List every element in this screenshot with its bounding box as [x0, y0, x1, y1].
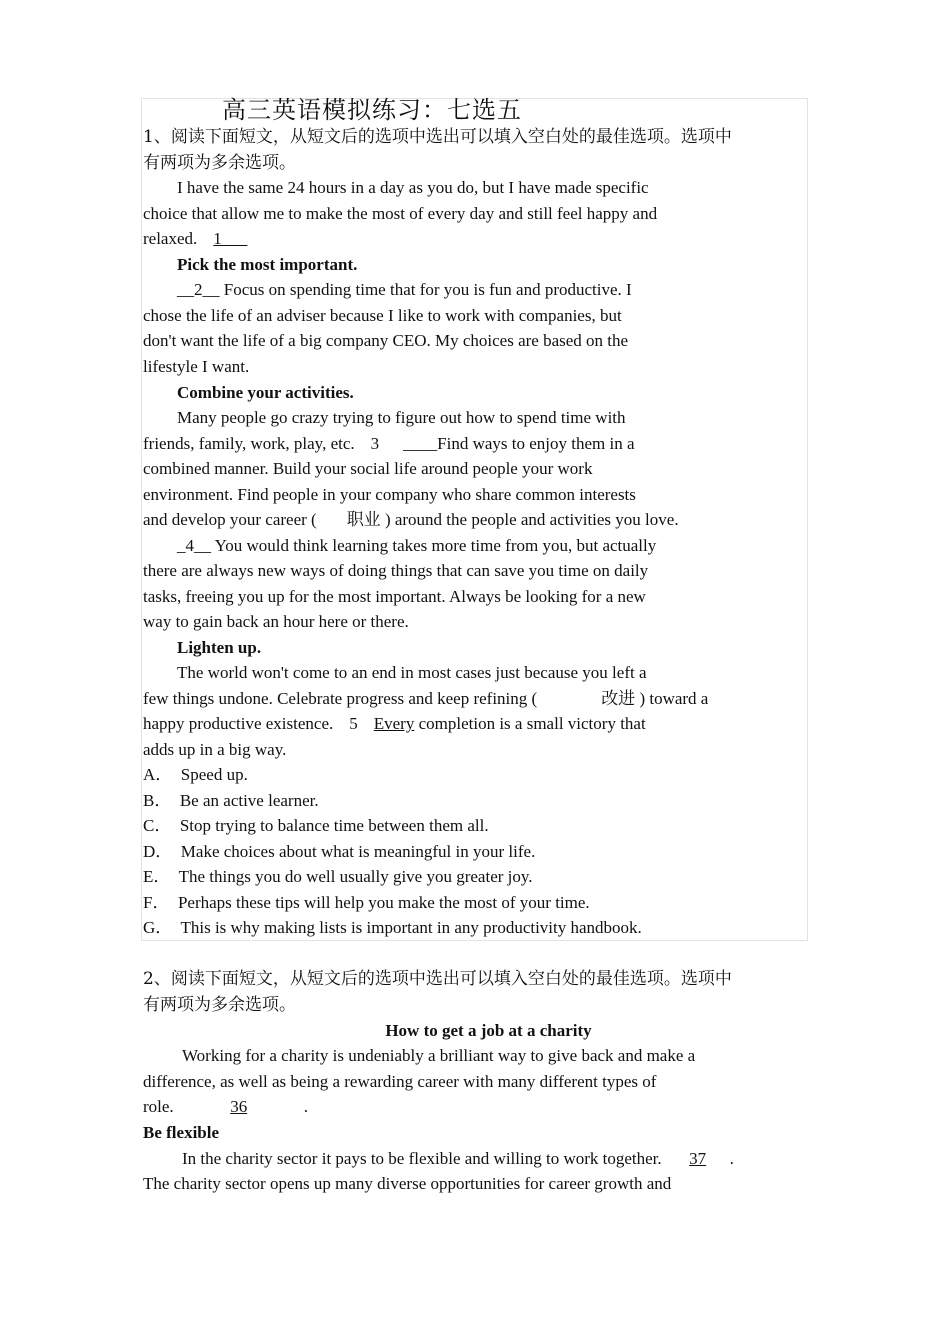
- paragraph-line: lifestyle I want.: [143, 357, 250, 376]
- paragraph-line: [177, 280, 632, 300]
- paragraph-line: The charity sector opens up many diverse opportunities for career growth and: [143, 1174, 672, 1193]
- paragraph-line: role. 36 .: [143, 1097, 308, 1116]
- option-c[interactable]: C． Stop trying to balance time between them all.: [143, 816, 489, 835]
- option-d[interactable]: D． Make choices about what is meaningful in your life.: [143, 842, 536, 861]
- paragraph-line: Many people go crazy trying to figure out how to spend time with: [177, 408, 626, 427]
- blank-2[interactable]: __2__: [177, 280, 220, 299]
- text: few things undone. Celebrate progress and keep refining (: [143, 689, 538, 708]
- option-a[interactable]: A． Speed up.: [143, 765, 248, 784]
- paragraph-line: [143, 714, 646, 734]
- text: and develop your career (: [143, 510, 317, 529]
- instruction-line: 2、阅读下面短文，从短文后的选项中选出可以填入空白处的最佳选项。选项中: [143, 969, 732, 989]
- text: Focus on spending time that for you is fun and productive. I: [223, 280, 632, 299]
- text: You would think learning takes more time from you, but actually: [214, 536, 657, 555]
- blank-3-line: ____: [403, 434, 438, 453]
- paragraph-line: Working for a charity is undeniably a brilliant way to give back and make a: [182, 1046, 696, 1065]
- paragraph-line: don't want the life of a big company CEO. My choices are based on the: [143, 331, 629, 350]
- subheading: Be flexible: [143, 1123, 220, 1142]
- paragraph-line: I have the same 24 hours in a day as you do, but I have made specific: [177, 178, 649, 197]
- instruction-line: 1、阅读下面短文，从短文后的选项中选出可以填入空白处的最佳选项。选项中: [143, 127, 732, 147]
- text: ) toward a: [639, 689, 709, 708]
- paragraph-line: [143, 229, 247, 249]
- blank-5[interactable]: 5: [349, 714, 358, 733]
- gloss: 职业: [346, 510, 381, 530]
- text: completion is a small victory that: [418, 714, 646, 733]
- option-b[interactable]: B． Be an active learner.: [143, 791, 319, 810]
- paragraph-line: environment. Find people in your company who share common interests: [143, 485, 636, 504]
- subheading: Pick the most important.: [177, 255, 358, 274]
- blank-4[interactable]: _4__: [177, 536, 211, 555]
- paragraph-line: [143, 510, 679, 530]
- page-title: 高三英语模拟练习：七选五: [222, 96, 522, 124]
- blank-1[interactable]: 1___: [213, 229, 248, 248]
- subheading: Combine your activities.: [177, 383, 354, 402]
- paragraph-line: [177, 536, 656, 556]
- option-f[interactable]: F． Perhaps these tips will help you make the most of your time.: [143, 893, 590, 912]
- paragraph-line: choice that allow me to make the most of every day and still feel happy and: [143, 204, 658, 223]
- instruction-line: 有两项为多余选项。: [143, 995, 296, 1015]
- text: relaxed.: [143, 229, 198, 248]
- paragraph-line: [143, 689, 708, 709]
- paragraph-line: difference, as well as being a rewarding career with many different types of: [143, 1072, 657, 1091]
- gloss: 改进: [601, 689, 636, 709]
- instruction-line: 有两项为多余选项。: [143, 153, 296, 173]
- paragraph-line: chose the life of an adviser because I like to work with companies, but: [143, 306, 622, 325]
- option-e[interactable]: E． The things you do well usually give you greater joy.: [143, 867, 533, 886]
- text: happy productive existence.: [143, 714, 334, 733]
- passage-title: How to get a job at a charity: [385, 1021, 592, 1040]
- paragraph-line: The world won't come to an end in most cases just because you left a: [177, 663, 647, 682]
- text: In the charity sector it pays to be flexible and willing to work together.: [182, 1149, 662, 1168]
- paragraph-line: combined manner. Build your social life around people your work: [143, 459, 593, 478]
- text: role.: [143, 1097, 174, 1116]
- subheading: Lighten up.: [177, 638, 262, 657]
- text: Find ways to enjoy them in a: [437, 434, 635, 453]
- text: ) around the people and activities you love.: [384, 510, 679, 529]
- blank-3[interactable]: 3: [370, 434, 380, 453]
- text: friends, family, work, play, etc.: [143, 434, 355, 453]
- paragraph-line: adds up in a big way.: [143, 740, 287, 759]
- option-g[interactable]: G． This is why making lists is important in any productivity handbook.: [143, 918, 642, 937]
- paragraph-line: tasks, freeing you up for the most important. Always be looking for a new: [143, 587, 646, 606]
- blank-37[interactable]: 37: [689, 1149, 707, 1168]
- text: Every: [373, 714, 415, 733]
- paragraph-line: there are always new ways of doing things that can save you time on daily: [143, 561, 649, 580]
- paragraph-line: [143, 434, 635, 454]
- paragraph-line: In the charity sector it pays to be flexible and willing to work together. 37 .: [182, 1149, 734, 1168]
- blank-36[interactable]: 36: [230, 1097, 248, 1116]
- paragraph-line: way to gain back an hour here or there.: [143, 612, 409, 631]
